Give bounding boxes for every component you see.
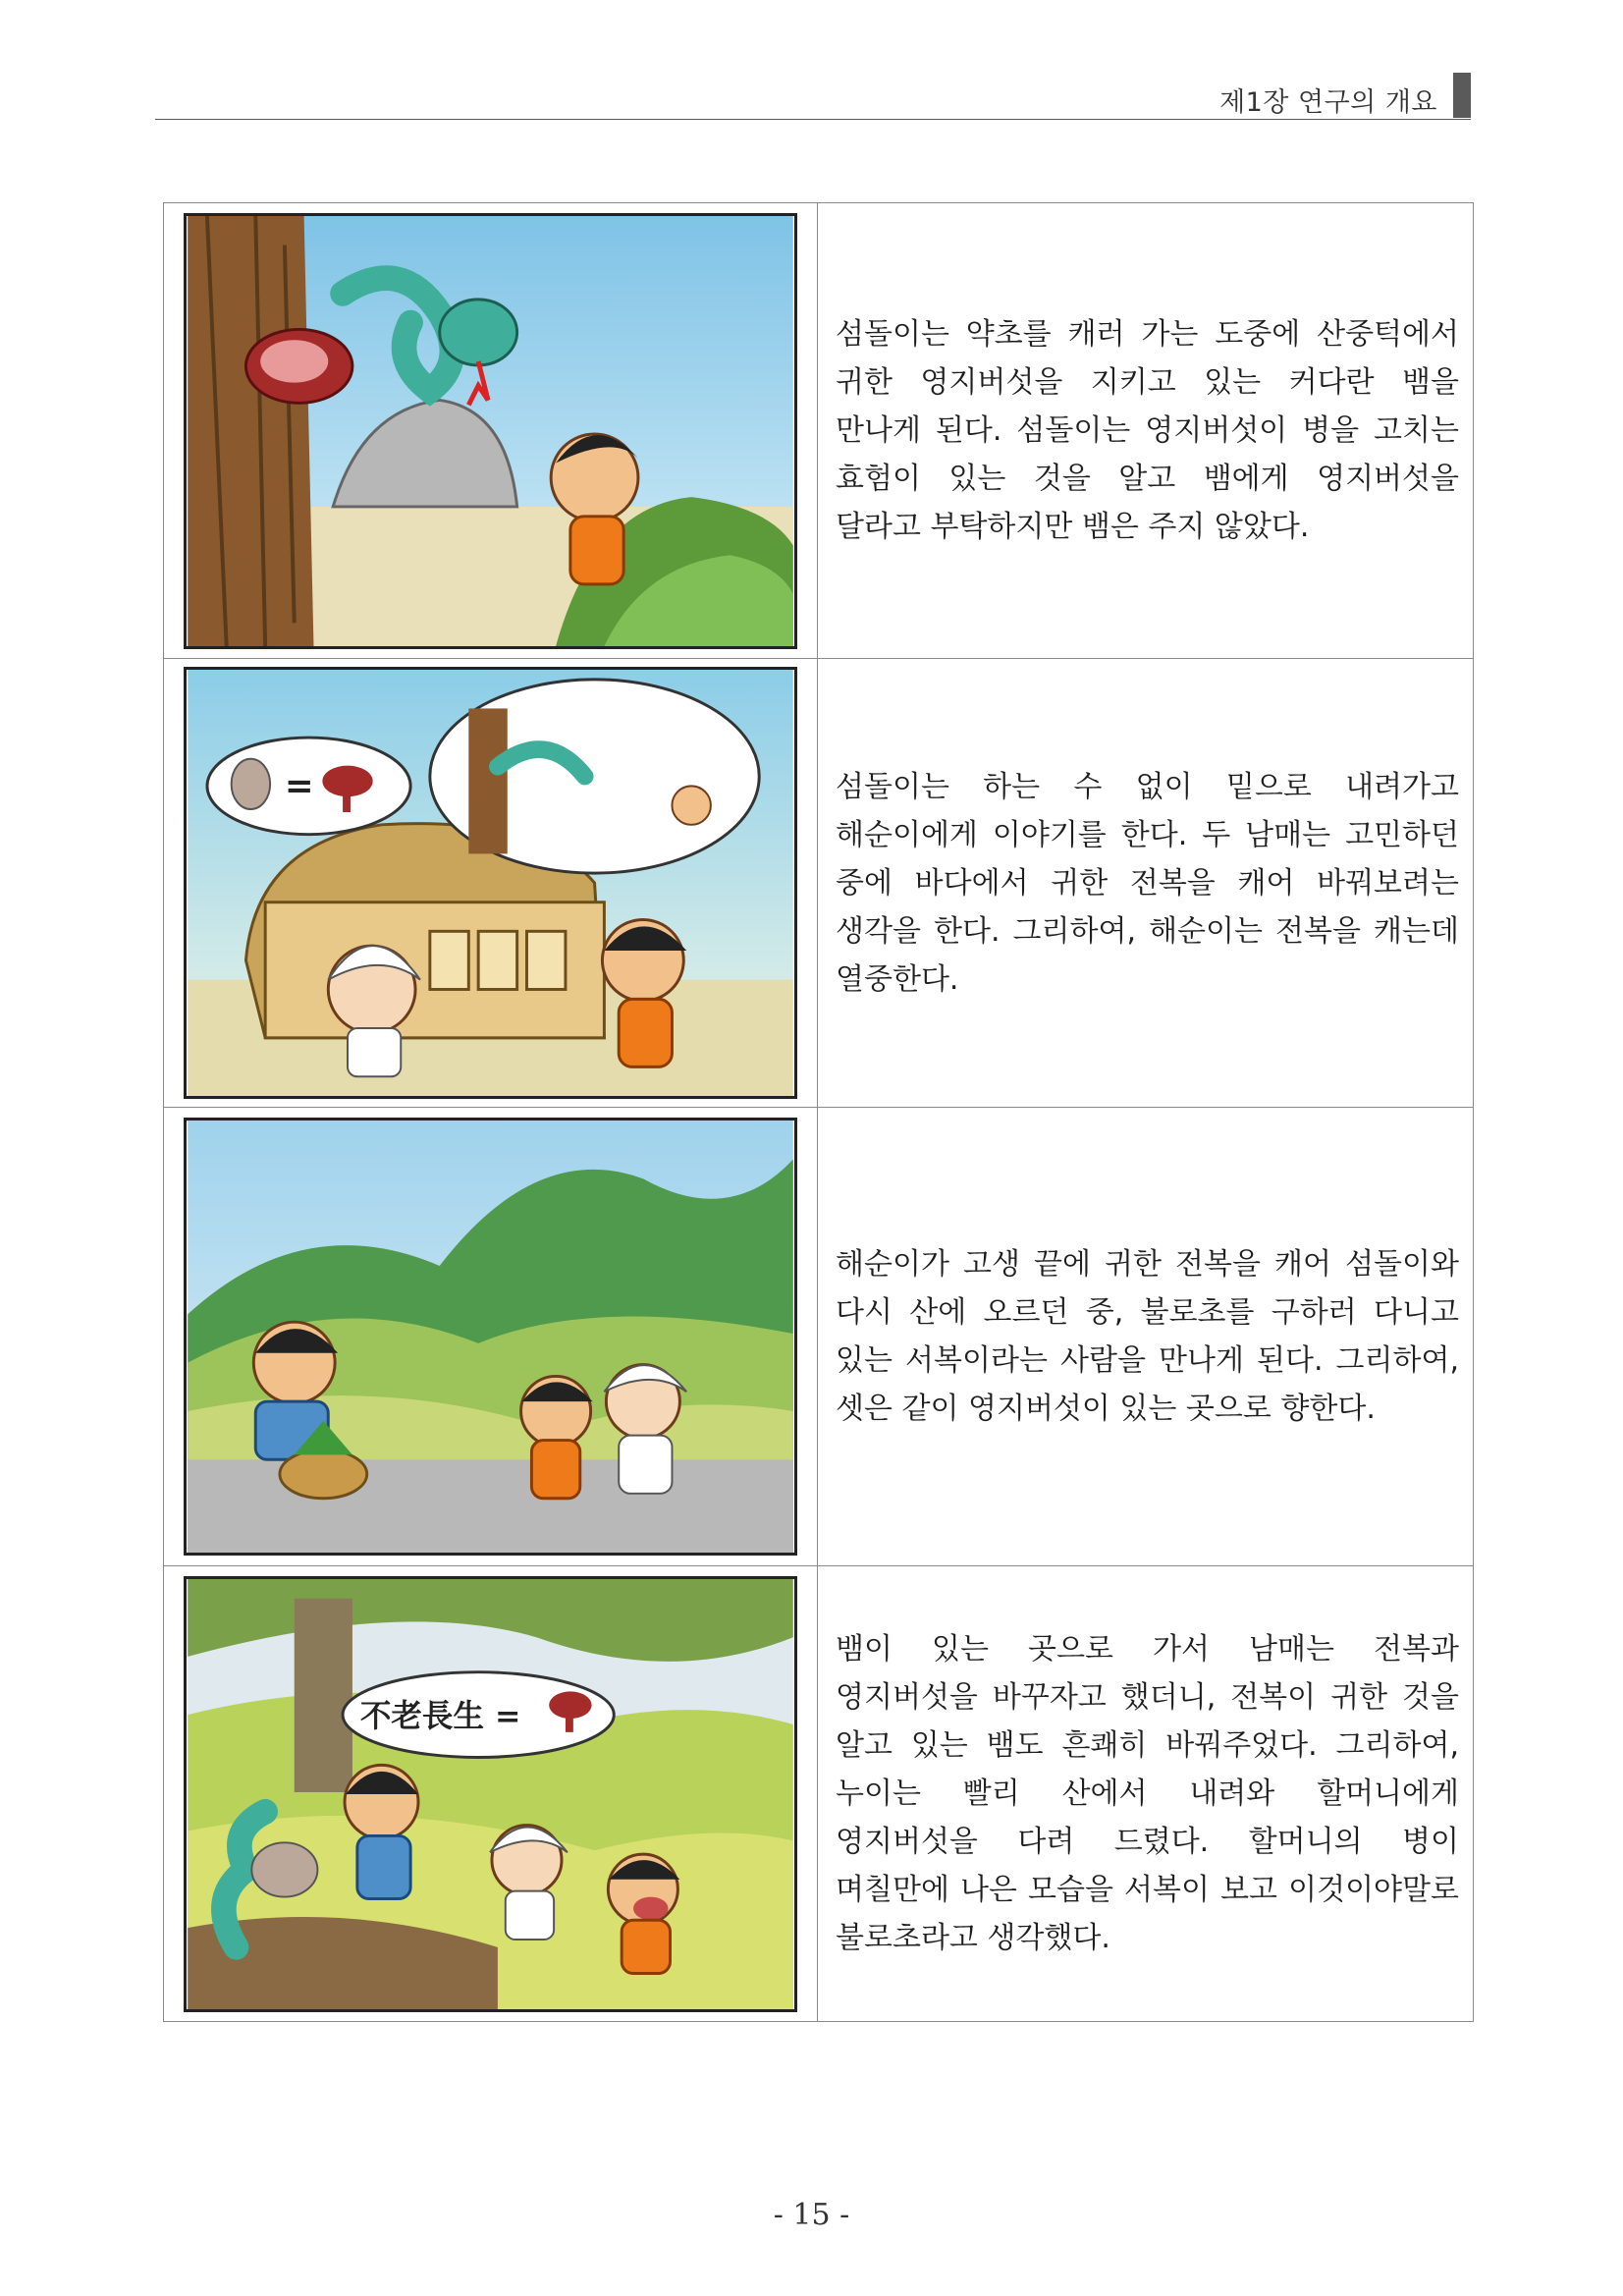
story-row — [164, 1566, 1474, 2022]
caption-cell — [818, 1108, 1474, 1566]
page-number: - 15 - — [773, 2198, 850, 2232]
comic-panel-meeting-seobok — [184, 1118, 797, 1556]
panel-cell — [164, 659, 818, 1108]
chapter-title: 제1장 연구의 개요 — [1219, 87, 1437, 118]
story-row — [164, 1108, 1474, 1566]
panel-cell — [164, 1108, 818, 1566]
header-rule — [155, 119, 1471, 120]
running-header — [155, 71, 1471, 120]
story-caption: 섬돌이는 하는 수 없이 밑으로 내려가고 해순이에게 이야기를 한다. 두 남매는 고민하던 중에 바다에서 귀한 전복을 캐어 바꿔보려는 생각을 한다. 그리하여, 해순이는 전복을 캐는데 열중한다. — [836, 769, 1459, 997]
caption-cell — [818, 203, 1474, 659]
comic-panel-exchange — [184, 1576, 797, 2012]
caption-cell — [818, 1566, 1474, 2022]
header-marker-bar — [1453, 73, 1471, 118]
panel-cell — [164, 1566, 818, 2022]
story-caption: 해순이가 고생 끝에 귀한 전복을 캐어 섬돌이와 다시 산에 오르던 중, 불로초를 구하러 다니고 있는 서복이라는 사람을 만나게 된다. 그리하여, 셋은 같이 영지버섯이 있는 곳으로 향한다. — [836, 1247, 1459, 1426]
speech-bubble-text: 不老長生 = — [359, 1697, 521, 1734]
panel-cell — [164, 203, 818, 659]
story-caption: 뱀이 있는 곳으로 가서 남매는 전복과 영지버섯을 바꾸자고 했더니, 전복이 귀한 것을 알고 있는 뱀도 흔쾌히 바꿔주었다. 그리하여, 누이는 빨리 산에서 내려와 할머니에게 영지버섯을 다려 드렸다. 할머니의 병이 며칠만에 나은 모습을 서복이 보고 이것이야말로 불로초라고 생각했다. — [836, 1632, 1459, 1955]
comic-panel-snake-mushroom — [184, 213, 797, 649]
comic-panel-siblings-thinking — [184, 667, 797, 1099]
story-table — [163, 202, 1474, 2022]
story-row — [164, 659, 1474, 1108]
story-row — [164, 203, 1474, 659]
svg-text:=: = — [284, 766, 314, 807]
caption-cell — [818, 659, 1474, 1108]
story-caption: 섬돌이는 약초를 캐러 가는 도중에 산중턱에서 귀한 영지버섯을 지키고 있는 커다란 뱀을 만나게 된다. 섬돌이는 영지버섯이 병을 고치는 효험이 있는 것을 알고 뱀에게 영지버섯을 달라고 부탁하지만 뱀은 주지 않았다. — [836, 317, 1459, 544]
